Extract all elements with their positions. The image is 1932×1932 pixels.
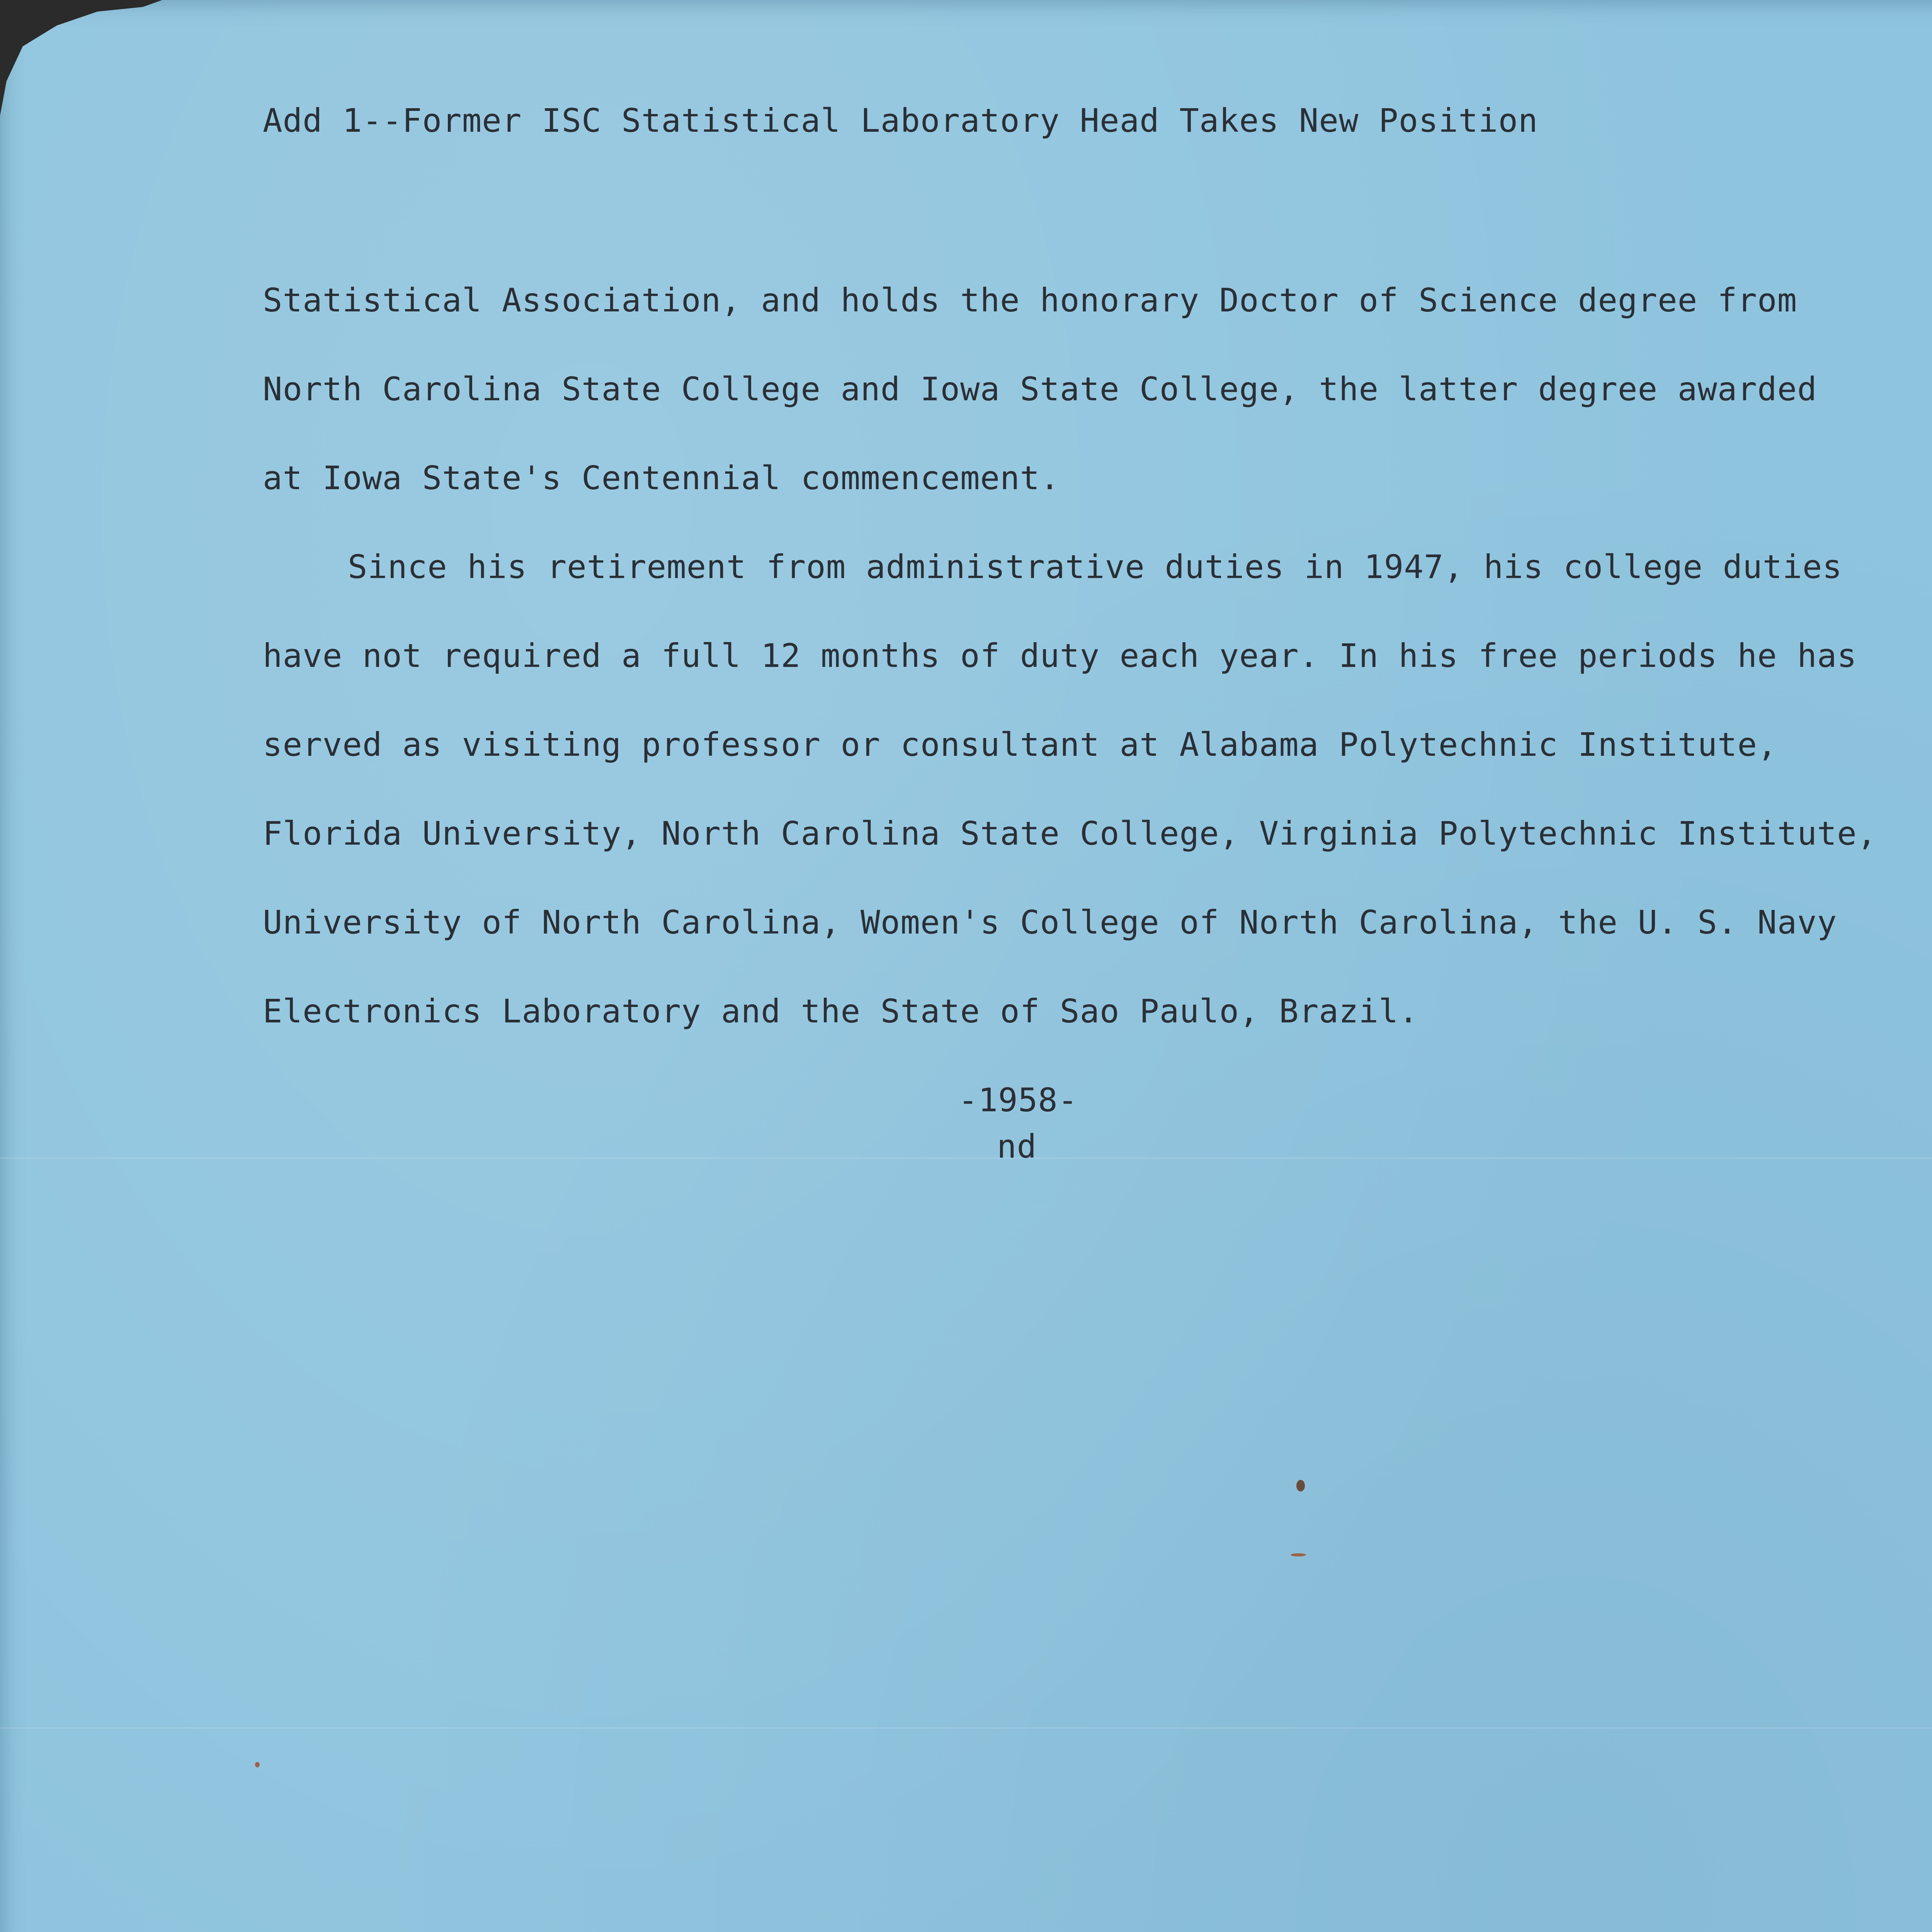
typist-initials: nd — [997, 1128, 1037, 1165]
body-line: served as visiting professor or consultant at Alabama Polytechnic Institute, — [263, 726, 1777, 764]
body-line: at Iowa State's Centennial commencement. — [263, 459, 1060, 497]
document-header: Add 1--Former ISC Statistical Laboratory Head Takes New Position — [263, 102, 1538, 139]
paper-speck — [255, 1762, 260, 1767]
body-line: Florida University, North Carolina State College, Virginia Polytechnic Institute, — [263, 815, 1877, 852]
body-line: North Carolina State College and Iowa State College, the latter degree awarded — [263, 370, 1817, 408]
paper-fold — [0, 1157, 1932, 1159]
body-line: University of North Carolina, Women's College of North Carolina, the U. S. Navy — [263, 903, 1837, 941]
body-line: Electronics Laboratory and the State of Sao Paulo, Brazil. — [263, 992, 1419, 1030]
body-line: Statistical Association, and holds the honorary Doctor of Science degree from — [263, 281, 1798, 319]
paper-fold — [0, 1727, 1932, 1729]
paper-speck — [1296, 1480, 1305, 1492]
body-line: Since his retirement from administrative duties in 1947, his college duties — [348, 548, 1842, 586]
end-mark: -1958- — [958, 1081, 1078, 1119]
body-line: have not required a full 12 months of duty each year. In his free periods he has — [263, 637, 1857, 675]
torn-corner — [0, 0, 162, 116]
paper-speck — [1291, 1553, 1306, 1556]
